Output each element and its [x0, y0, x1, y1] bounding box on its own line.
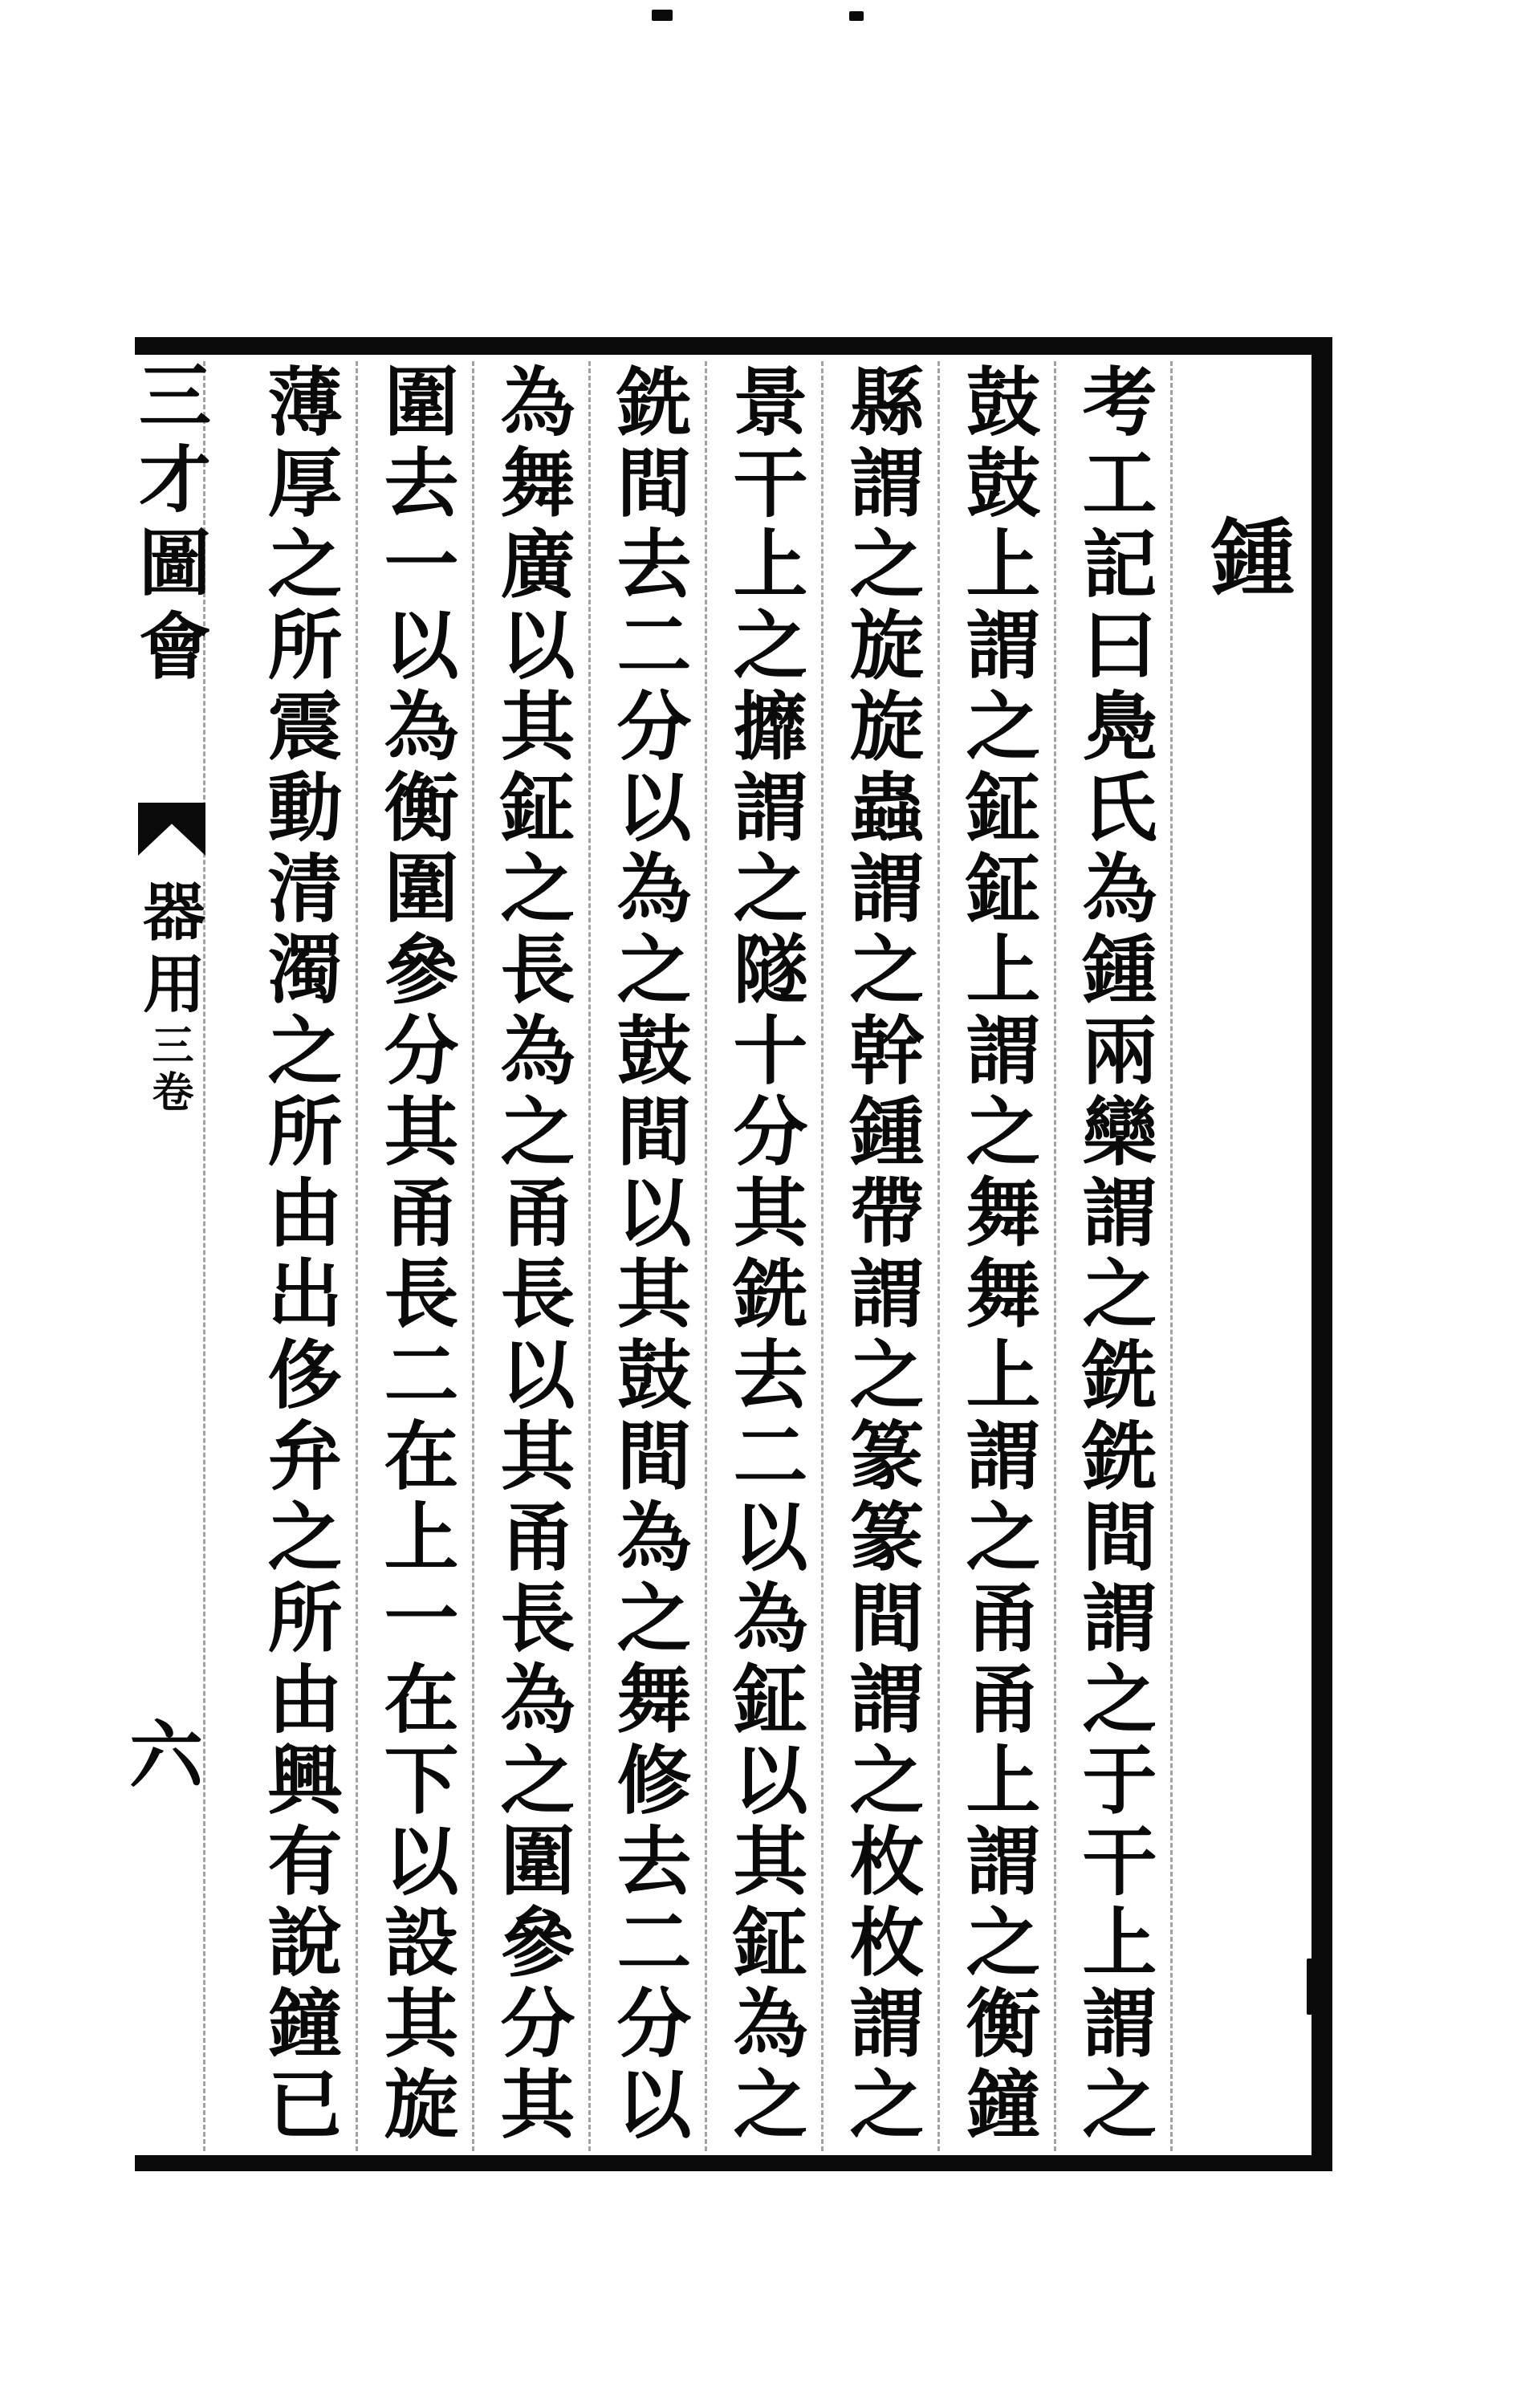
text-column-1: 考工記曰鳧氏為鍾兩欒謂之銑銑間謂之于干上謂之	[1070, 363, 1157, 2146]
volume-label-block	[128, 879, 209, 1117]
text-column-4: 景干上之攠謂之隧十分其銑去二以為鉦以其鉦為之	[721, 363, 808, 2146]
page-title: 鍾	[1197, 514, 1295, 597]
page-number-block	[117, 1716, 204, 1790]
column-separator	[472, 361, 474, 2151]
column-separator	[705, 361, 707, 2151]
title-column	[1178, 514, 1313, 597]
column-separator	[1054, 361, 1056, 2151]
ink-speck	[1321, 417, 1328, 454]
ink-speck	[1307, 1959, 1326, 2015]
book-title-block	[128, 358, 209, 692]
text-column-7: 圍去一以為衡圍參分其甬長二在上一在下以設其旋	[372, 363, 459, 2146]
column-separator	[356, 361, 358, 2151]
volume-number-label: 三卷	[144, 1023, 193, 1117]
text-column-5: 銑間去二分以為之鼓間以其鼓間為之舞修去二分以	[604, 363, 692, 2146]
book-title: 三才圖會	[126, 358, 211, 692]
text-column-3: 縣謂之旋旋蟲謂之幹鍾帶謂之篆篆間謂之枚枚謂之	[837, 363, 925, 2146]
volume-section-label: 器用	[132, 879, 205, 1023]
page-number: 六	[117, 1716, 204, 1790]
text-column-2: 鼓鼓上謂之鉦鉦上謂之舞舞上謂之甬甬上謂之衡鐘	[954, 363, 1041, 2146]
column-separator	[1170, 361, 1173, 2151]
text-column-8: 薄厚之所震動清濁之所由出侈弁之所由興有說鐘已	[255, 363, 343, 2146]
ink-speck	[849, 11, 864, 21]
column-separator	[937, 361, 940, 2151]
column-separator	[588, 361, 591, 2151]
column-separator	[821, 361, 824, 2151]
text-column-6: 為舞廣以其鉦之長為之甬長以其甬長為之圍參分其	[488, 363, 575, 2146]
ink-speck	[652, 10, 673, 21]
